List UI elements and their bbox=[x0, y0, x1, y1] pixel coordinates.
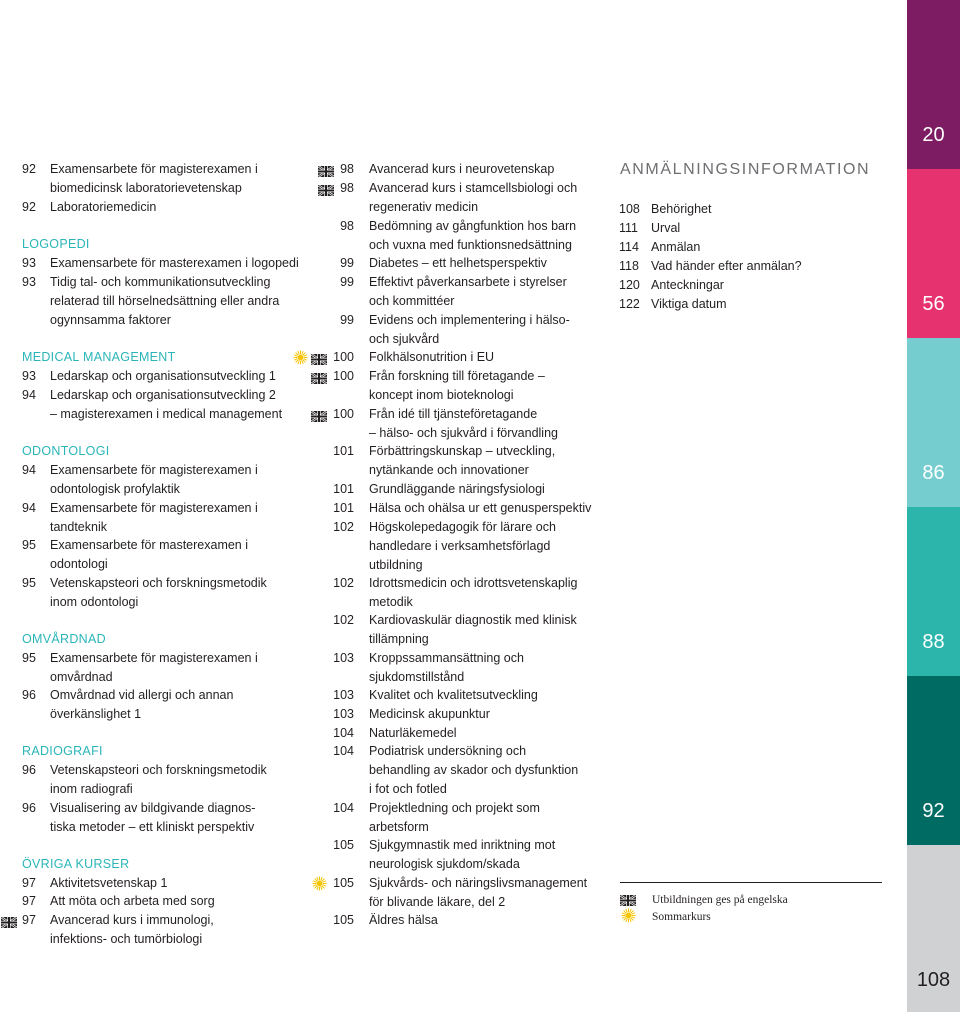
course-title: odontologi bbox=[50, 557, 108, 571]
course-title: och kommittéer bbox=[369, 294, 455, 308]
course-title: handledare i verksamhetsförlagd bbox=[369, 539, 551, 553]
course-title: Vetenskapsteori och forskningsmetodik bbox=[50, 763, 267, 777]
section-heading: OMVÅRDNAD bbox=[22, 632, 106, 646]
course-page-number: 100 bbox=[333, 407, 354, 421]
course-title: Omvårdnad vid allergi och annan bbox=[50, 688, 234, 702]
course-page-number: 96 bbox=[22, 763, 36, 777]
legend-english-label: Utbildningen ges på engelska bbox=[652, 894, 788, 906]
course-title: Från idé till tjänsteföretagande bbox=[369, 407, 538, 421]
course-page-number: 105 bbox=[333, 838, 354, 852]
legend-summer-label: Sommarkurs bbox=[652, 911, 711, 923]
course-title: Aktivitetsvetenskap 1 bbox=[50, 876, 168, 890]
info-item-label: Anmälan bbox=[651, 240, 701, 254]
course-page-number: 95 bbox=[22, 651, 36, 665]
course-title: koncept inom bioteknologi bbox=[369, 388, 514, 402]
course-page-number: 101 bbox=[333, 501, 354, 515]
course-title: Idrottsmedicin och idrottsvetenskaplig bbox=[369, 576, 578, 590]
info-item-label: Urval bbox=[651, 221, 681, 235]
course-title: Sjukvårds- och näringslivsmanagement bbox=[369, 876, 588, 890]
course-title: Högskolepedagogik för lärare och bbox=[369, 520, 556, 534]
course-title: Från forskning till företagande – bbox=[369, 369, 545, 383]
course-title: metodik bbox=[369, 595, 413, 609]
course-page-number: 103 bbox=[333, 688, 354, 702]
course-page-number: 97 bbox=[22, 913, 36, 927]
course-title: Projektledning och projekt som bbox=[369, 801, 540, 815]
course-title: Kvalitet och kvalitetsutveckling bbox=[369, 688, 538, 702]
side-tab-label: 56 bbox=[922, 293, 945, 315]
course-title: och sjukvård bbox=[369, 332, 440, 346]
side-tab-label: 108 bbox=[916, 969, 951, 991]
course-page-number: 105 bbox=[333, 876, 354, 890]
course-page-number: 98 bbox=[340, 181, 354, 195]
section-heading: MEDICAL MANAGEMENT bbox=[22, 350, 176, 364]
course-title: Att möta och arbeta med sorg bbox=[50, 894, 215, 908]
course-title: ogynnsamma faktorer bbox=[50, 313, 171, 327]
english-flag-icon bbox=[318, 164, 334, 175]
course-title: Examensarbete för masterexamen i logopedi bbox=[50, 256, 299, 270]
course-title: Diabetes – ett helhetsperspektiv bbox=[369, 256, 547, 270]
course-title: Laboratoriemedicin bbox=[50, 200, 157, 214]
course-title: Examensarbete för magisterexamen i bbox=[50, 463, 258, 477]
course-page-number: 104 bbox=[333, 801, 354, 815]
course-title: Podiatrisk undersökning och bbox=[369, 744, 527, 758]
info-page-number: 120 bbox=[619, 278, 640, 292]
course-title: arbetsform bbox=[369, 820, 429, 834]
english-flag-icon bbox=[311, 409, 327, 420]
sun-icon bbox=[621, 908, 636, 923]
course-title: tandteknik bbox=[50, 520, 107, 534]
course-title: för blivande läkare, del 2 bbox=[369, 895, 506, 909]
course-page-number: 94 bbox=[22, 388, 36, 402]
side-tab-108[interactable] bbox=[907, 845, 960, 1012]
course-title: neurologisk sjukdom/skada bbox=[369, 857, 520, 871]
course-page-number: 95 bbox=[22, 538, 36, 552]
course-title: infektions- och tumörbiologi bbox=[50, 932, 203, 946]
course-page-number: 93 bbox=[22, 275, 36, 289]
course-page-number: 98 bbox=[340, 162, 354, 176]
course-page-number: 93 bbox=[22, 256, 36, 270]
course-title: i fot och fotled bbox=[369, 782, 447, 796]
course-title: Sjukgymnastik med inriktning mot bbox=[369, 838, 556, 852]
course-title: Naturläkemedel bbox=[369, 726, 457, 740]
course-title: Bedömning av gångfunktion hos barn bbox=[369, 219, 577, 233]
english-flag-icon bbox=[318, 183, 334, 194]
course-title: biomedicinsk laboratorievetenskap bbox=[50, 181, 242, 195]
english-flag-icon bbox=[311, 352, 327, 363]
section-heading: RADIOGRAFI bbox=[22, 744, 103, 758]
side-tab-label: 20 bbox=[922, 124, 945, 146]
course-title: tiska metoder – ett kliniskt perspektiv bbox=[50, 820, 255, 834]
side-tab-92[interactable] bbox=[907, 676, 960, 845]
course-title: Kroppssammansättning och bbox=[369, 651, 524, 665]
course-title: tillämpning bbox=[369, 632, 429, 646]
course-page-number: 99 bbox=[340, 256, 354, 270]
course-title: sjukdomstillstånd bbox=[369, 670, 465, 684]
course-title: Tidig tal- och kommunikationsutveckling bbox=[50, 275, 271, 289]
course-title: Examensarbete för magisterexamen i bbox=[50, 651, 258, 665]
course-title: Medicinsk akupunktur bbox=[369, 707, 490, 721]
course-title: och vuxna med funktionsnedsättning bbox=[369, 238, 572, 252]
side-tab-88[interactable] bbox=[907, 507, 960, 676]
english-flag-icon bbox=[311, 371, 327, 382]
course-title: Ledarskap och organisationsutveckling 1 bbox=[50, 369, 276, 383]
course-page-number: 99 bbox=[340, 313, 354, 327]
info-item-label: Behörighet bbox=[651, 202, 712, 216]
course-page-number: 101 bbox=[333, 444, 354, 458]
course-title: utbildning bbox=[369, 558, 423, 572]
section-heading: ODONTOLOGI bbox=[22, 444, 110, 458]
course-title: Äldres hälsa bbox=[369, 913, 438, 927]
info-item-label: Anteckningar bbox=[651, 278, 724, 292]
course-title: Vetenskapsteori och forskningsmetodik bbox=[50, 576, 267, 590]
section-heading: LOGOPEDI bbox=[22, 237, 90, 251]
course-title: Folkhälsonutrition i EU bbox=[369, 350, 495, 364]
course-title: Kardiovaskulär diagnostik med klinisk bbox=[369, 613, 577, 627]
course-title: nytänkande och innovationer bbox=[369, 463, 529, 477]
course-page-number: 96 bbox=[22, 688, 36, 702]
course-title: Evidens och implementering i hälso- bbox=[369, 313, 570, 327]
course-title: relaterad till hörselnedsättning eller andra bbox=[50, 294, 280, 308]
legend-divider bbox=[620, 882, 882, 883]
course-title: Examensarbete för magisterexamen i bbox=[50, 162, 258, 176]
course-title: omvårdnad bbox=[50, 670, 113, 684]
course-title: Avancerad kurs i immunologi, bbox=[50, 913, 214, 927]
course-title: – magisterexamen i medical management bbox=[50, 407, 283, 421]
course-page-number: 92 bbox=[22, 162, 36, 176]
course-title: inom radiografi bbox=[50, 782, 133, 796]
side-tab-20[interactable] bbox=[907, 0, 960, 169]
course-page-number: 96 bbox=[22, 801, 36, 815]
info-item-label: Vad händer efter anmälan? bbox=[651, 259, 802, 273]
info-heading: ANMÄLNINGSINFORMATION bbox=[620, 161, 871, 178]
course-title: Hälsa och ohälsa ur ett genusperspektiv bbox=[369, 501, 592, 515]
course-page-number: 94 bbox=[22, 463, 36, 477]
info-page-number: 118 bbox=[619, 259, 639, 273]
course-page-number: 95 bbox=[22, 576, 36, 590]
course-page-number: 103 bbox=[333, 651, 354, 665]
side-tab-label: 88 bbox=[922, 631, 945, 653]
course-title: Förbättringskunskap – utveckling, bbox=[369, 444, 556, 458]
info-page-number: 122 bbox=[619, 297, 640, 311]
course-title: Avancerad kurs i neurovetenskap bbox=[369, 162, 555, 176]
info-page-number: 108 bbox=[619, 202, 640, 216]
section-heading: ÖVRIGA KURSER bbox=[22, 857, 130, 871]
english-flag-icon bbox=[620, 893, 636, 904]
course-page-number: 93 bbox=[22, 369, 36, 383]
info-item-label: Viktiga datum bbox=[651, 297, 727, 311]
course-title: Visualisering av bildgivande diagnos- bbox=[50, 801, 256, 815]
course-title: regenerativ medicin bbox=[369, 200, 479, 214]
info-page-number: 114 bbox=[619, 240, 639, 254]
course-page-number: 100 bbox=[333, 369, 354, 383]
course-page-number: 101 bbox=[333, 482, 354, 496]
course-page-number: 98 bbox=[340, 219, 354, 233]
course-page-number: 92 bbox=[22, 200, 36, 214]
side-tab-label: 86 bbox=[922, 462, 945, 484]
english-flag-icon bbox=[1, 915, 17, 926]
course-page-number: 105 bbox=[333, 913, 354, 927]
course-page-number: 102 bbox=[333, 613, 354, 627]
side-tab-86[interactable] bbox=[907, 338, 960, 507]
course-title: Ledarskap och organisationsutveckling 2 bbox=[50, 388, 276, 402]
course-page-number: 100 bbox=[333, 350, 354, 364]
course-page-number: 104 bbox=[333, 726, 354, 740]
course-page-number: 103 bbox=[333, 707, 354, 721]
course-page-number: 99 bbox=[340, 275, 354, 289]
course-title: Examensarbete för masterexamen i bbox=[50, 538, 249, 552]
sun-icon bbox=[293, 350, 308, 365]
course-page-number: 102 bbox=[333, 576, 354, 590]
side-tab-56[interactable] bbox=[907, 169, 960, 338]
sun-icon bbox=[312, 876, 327, 891]
course-title: – hälso- och sjukvård i förvandling bbox=[369, 426, 558, 440]
course-title: behandling av skador och dysfunktion bbox=[369, 763, 579, 777]
course-title: inom odontologi bbox=[50, 595, 139, 609]
course-page-number: 102 bbox=[333, 520, 354, 534]
course-title: Grundläggande näringsfysiologi bbox=[369, 482, 545, 496]
course-title: Effektivt påverkansarbete i styrelser bbox=[369, 275, 567, 289]
course-title: Avancerad kurs i stamcellsbiologi och bbox=[369, 181, 578, 195]
course-title: odontologisk profylaktik bbox=[50, 482, 180, 496]
course-page-number: 97 bbox=[22, 894, 36, 908]
course-title: överkänslighet 1 bbox=[50, 707, 142, 721]
course-page-number: 94 bbox=[22, 501, 36, 515]
course-page-number: 104 bbox=[333, 744, 354, 758]
course-page-number: 97 bbox=[22, 876, 36, 890]
side-tab-label: 92 bbox=[922, 800, 945, 822]
course-title: Examensarbete för magisterexamen i bbox=[50, 501, 258, 515]
info-page-number: 111 bbox=[619, 221, 639, 235]
